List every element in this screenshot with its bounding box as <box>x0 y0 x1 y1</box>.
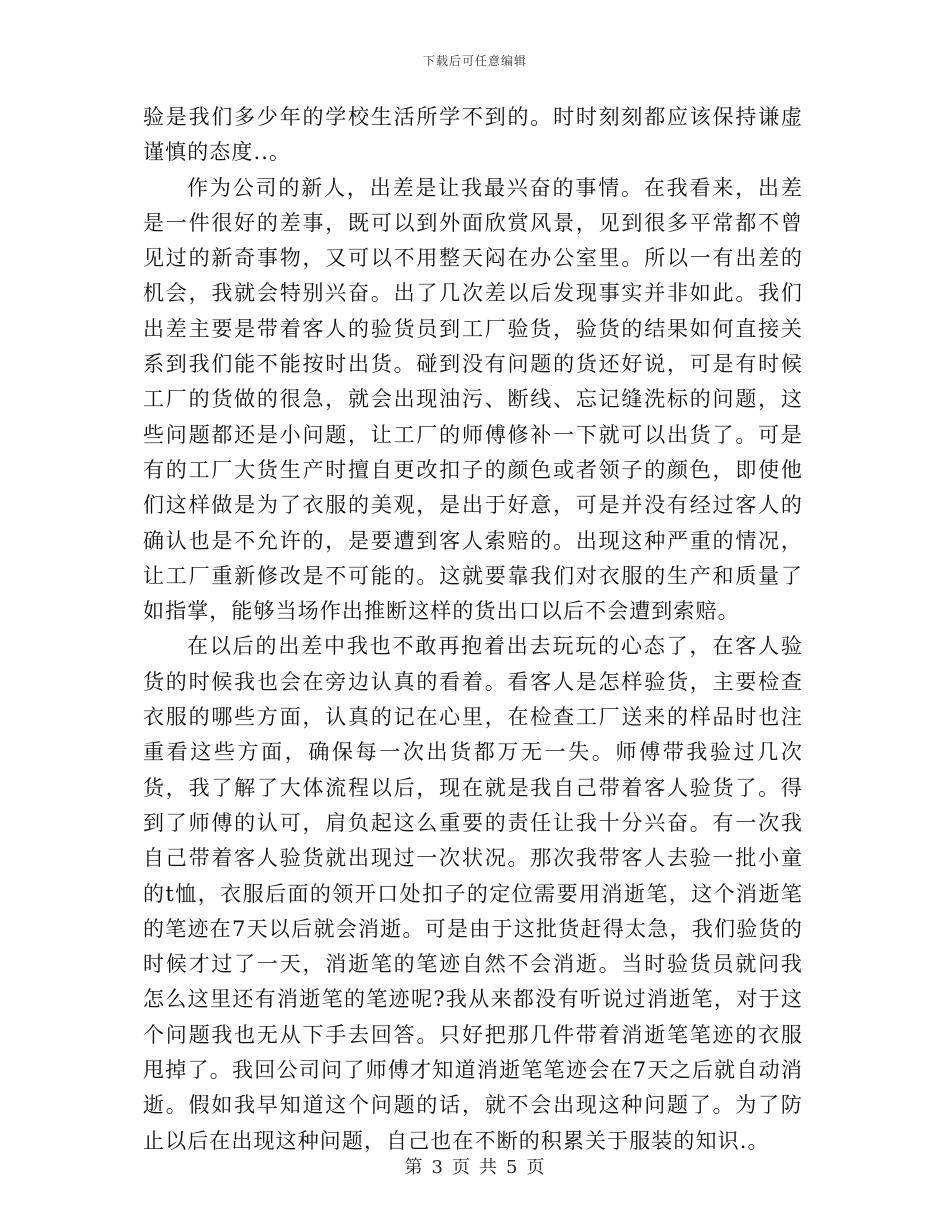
paragraph-continuation: 验是我们多少年的学校生活所学不到的。时时刻刻都应该保持谦虚谨慎的态度..。 <box>143 105 803 165</box>
document-body <box>143 100 803 1159</box>
footer-prefix: 第 <box>404 1157 424 1178</box>
footer-page-word: 页 <box>452 1157 471 1178</box>
footer-total-pages: 5 <box>506 1157 519 1178</box>
footer-suffix: 页 <box>526 1157 546 1178</box>
footer-total-word: 共 <box>479 1157 498 1178</box>
page-header: 下载后可任意编辑 <box>422 54 527 68</box>
paragraph-business-trip: 作为公司的新人，出差是让我最兴奋的事情。在我看来，出差是一件很好的差事，既可以到外面欣赏风景，见到很多平常都不曾见过的新奇事物，又可以不用整天闷在办公室里。所以一有出差的机会，我就会特别兴奋。出了几次差以后发现事实并非如此。我们出差主要是带着客人的验货员到工厂验货，验货的结果如何直接关系到我们能不能按时出货。碰到没有问题的货还好说，可是有时候工厂的货做的很急，就会出现油污、断线、忘记缝洗标的问题，这些问题都还是小问题，让工厂的师傅修补一下就可以出货了。可是有的工厂大货生产时擅自更改扣子的颜色或者领子的颜色，即使他们这样做是为了衣服的美观，是出于好意，可是并没有经过客人的确认也是不允许的，是要遭到客人索赔的。出现这种严重的情况，让工厂重新修改是不可能的。这就要靠我们对衣服的生产和质量了如指掌，能够当场作出推断这样的货出口以后不会遭到索赔。 <box>143 175 803 624</box>
paragraph-inspection-experience: 在以后的出差中我也不敢再抱着出去玩玩的心态了，在客人验货的时候我也会在旁边认真的看着。看客人是怎样验货，主要检查衣服的哪些方面，认真的记在心里，在检查工厂送来的样品时也注重看这些方面，确保每一次出货都万无一失。师傅带我验过几次货，我了解了大体流程以后，现在就是我自己带着客人验货了。得到了师傅的认可，肩负起这么重要的责任让我十分兴奋。有一次我自己带着客人验货就出现过一次状况。那次我带客人去验一批小童的t恤，衣服后面的领开口处扣子的定位需要用消逝笔，这个消逝笔的笔迹在7天以后就会消逝。可是由于这批货赶得太急，我们验货的时候才过了一天，消逝笔的笔迹自然不会消逝。当时验货员就问我怎么这里还有消逝笔的笔迹呢?我从来都没有听说过消逝笔，对于这个问题我也无从下手去回答。只好把那几件带着消逝笔笔迹的衣服甩掉了。我回公司问了师傅才知道消逝笔笔迹会在7天之后就自动消逝。假如我早知道这个问题的话，就不会出现这种问题了。为了防止以后在出现这种问题，自己也在不断的积累关于服装的知识.。 <box>143 634 803 1153</box>
footer-current-page: 3 <box>431 1157 444 1178</box>
page-footer <box>0 1153 950 1179</box>
